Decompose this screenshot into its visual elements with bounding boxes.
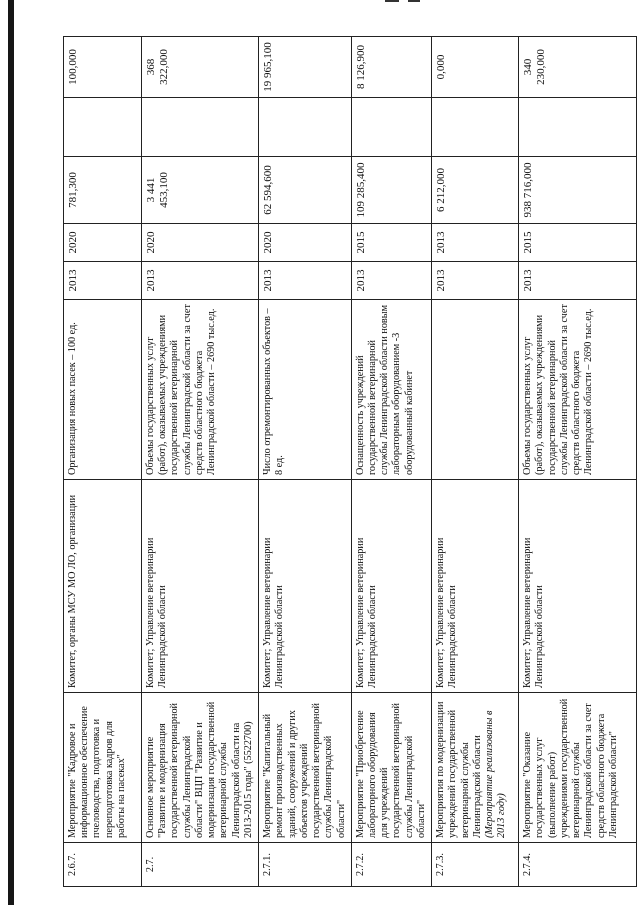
year-end: 2020 bbox=[142, 224, 259, 262]
sum-other: 100,000 bbox=[64, 37, 142, 98]
program-activities-table bbox=[63, 36, 637, 887]
sum-regional bbox=[351, 98, 431, 157]
table-row bbox=[142, 37, 259, 887]
executor: Комитет; Управление ветеринарии Ленинградской области bbox=[432, 480, 519, 693]
activity-name: Мероприятие "Приобретение лабораторного оборудования для учреждений государственной ветеринарной службы Ленинградской области" bbox=[351, 693, 431, 843]
scan-binding-edge bbox=[8, 0, 14, 905]
table-row bbox=[259, 37, 352, 887]
sum-regional bbox=[432, 98, 519, 157]
rotated-table-sheet bbox=[63, 37, 619, 887]
row-number: 2.7.4. bbox=[519, 843, 637, 887]
year-start: 2013 bbox=[142, 262, 259, 300]
executor: Комитет, органы МСУ МО ЛО, организации bbox=[64, 480, 142, 693]
year-start: 2013 bbox=[519, 262, 637, 300]
sum-total: 3 441 453,100 bbox=[142, 157, 259, 224]
indicator: Оснащенность учреждений государственной ветеринарной службы Ленинградской области новым лабораторным оборудованием -3 оборудованный кабинет bbox=[351, 300, 431, 480]
row-number: 2.7. bbox=[142, 843, 259, 887]
year-start: 2013 bbox=[64, 262, 142, 300]
executor: Комитет; Управление ветеринарии Ленинградской области bbox=[259, 480, 352, 693]
year-end: 2020 bbox=[64, 224, 142, 262]
year-end: 2013 bbox=[432, 224, 519, 262]
activity-name: Основное мероприятие "Развитие и модернизация государственной ветеринарной службы Ленинградской области" ВЦП "Развитие и модернизация государственной ветеринарной службы Ленинградской области на 2013-2015 годы" (5522700) bbox=[142, 693, 259, 843]
sum-regional bbox=[259, 98, 352, 157]
activity-name: Мероприятие "Оказание государственных услуг (выполнение работ) учреждениями государственной ветеринарной службы Ленинградской области за счет средств областного бюджета Ленинградской области" bbox=[519, 693, 637, 843]
sum-other: 340 230,000 bbox=[519, 37, 637, 98]
activity-name-note: (Мероприятие реализованы в 2013 году) bbox=[484, 710, 508, 838]
sum-total: 109 285,400 bbox=[351, 157, 431, 224]
year-end: 2015 bbox=[351, 224, 431, 262]
indicator: Объемы государственных услуг (работ), оказываемых учреждениями государственной ветеринарной службы Ленинградской области за счет средств областного бюджета Ленинградской области – 2690 тыс.ед. bbox=[519, 300, 637, 480]
sum-total: 781,300 bbox=[64, 157, 142, 224]
year-start: 2013 bbox=[432, 262, 519, 300]
table-row bbox=[519, 37, 637, 887]
indicator: Организация новых пасек – 100 ед. bbox=[64, 300, 142, 480]
row-number: 2.7.1. bbox=[259, 843, 352, 887]
table-row bbox=[432, 37, 519, 887]
row-number: 2.7.2. bbox=[351, 843, 431, 887]
indicator: Объемы государственных услуг (работ), оказываемых учреждениями государственной ветеринарной службы Ленинградской области за счет средств областного бюджета Ленинградской области – 2690 тыс.ед. bbox=[142, 300, 259, 480]
indicator: Число отремонтированных объектов – 8 ед. bbox=[259, 300, 352, 480]
sum-total: 938 716,000 bbox=[519, 157, 637, 224]
sum-other: 368 322,000 bbox=[142, 37, 259, 98]
scan-top-mark bbox=[385, 0, 399, 2]
sum-total: 62 594,600 bbox=[259, 157, 352, 224]
activity-name-text: Мероприятия по модернизации учреждений государственной ветеринарной службы Ленинградской области bbox=[435, 701, 483, 838]
sum-other: 0,000 bbox=[432, 37, 519, 98]
activity-name: Мероприятие "Кадровое и информационное обеспечение пчеловодства, подготовка и переподготовка кадров для работы на пасеках" bbox=[64, 693, 142, 843]
year-start: 2013 bbox=[259, 262, 352, 300]
row-number: 2.7.3. bbox=[432, 843, 519, 887]
indicator bbox=[432, 300, 519, 480]
table-row bbox=[64, 37, 142, 887]
sum-total: 6 212,000 bbox=[432, 157, 519, 224]
table-row bbox=[351, 37, 431, 887]
executor: Комитет; Управление ветеринарии Ленинградской области bbox=[142, 480, 259, 693]
year-start: 2013 bbox=[351, 262, 431, 300]
sum-regional bbox=[142, 98, 259, 157]
year-end: 2015 bbox=[519, 224, 637, 262]
activity-name: Мероприятие "Капитальный ремонт производственных зданий, сооружений и других объектов учреждений государственной ветеринарной службы Ленинградской области" bbox=[259, 693, 352, 843]
executor: Комитет; Управление ветеринарии Ленинградской области bbox=[351, 480, 431, 693]
sum-other: 8 126,900 bbox=[351, 37, 431, 98]
year-end: 2020 bbox=[259, 224, 352, 262]
activity-name bbox=[432, 693, 519, 843]
scan-top-mark bbox=[408, 0, 420, 2]
sum-regional bbox=[519, 98, 637, 157]
sum-regional bbox=[64, 98, 142, 157]
sum-other: 19 965,100 bbox=[259, 37, 352, 98]
row-number: 2.6.7. bbox=[64, 843, 142, 887]
executor: Комитет; Управление ветеринарии Ленинградской области bbox=[519, 480, 637, 693]
